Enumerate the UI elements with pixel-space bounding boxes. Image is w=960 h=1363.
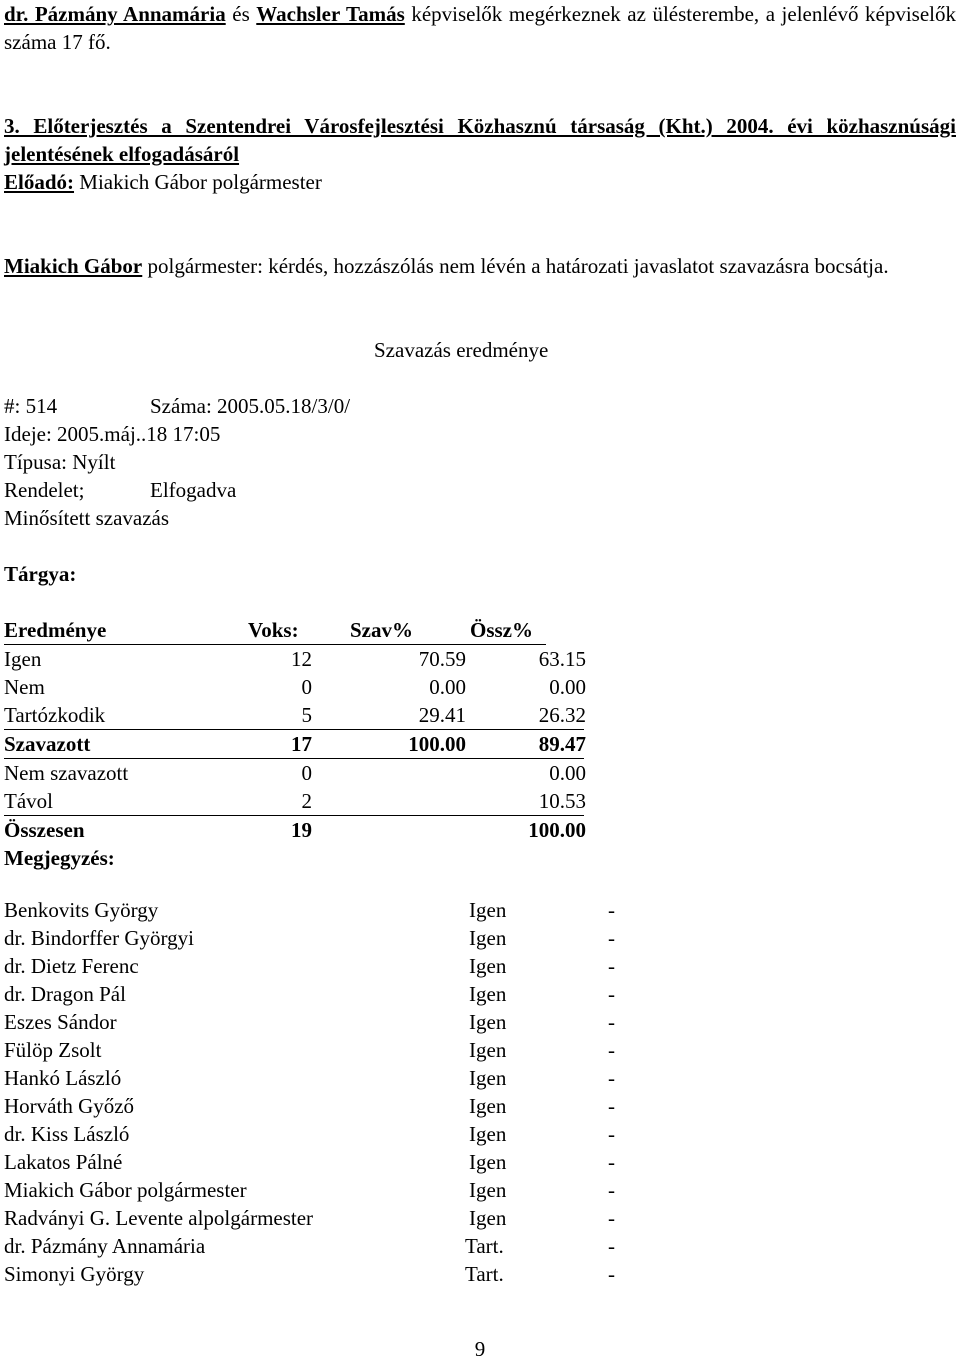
results-row-voks: 2: [301, 789, 312, 813]
results-row-ossz: 63.15: [538, 647, 586, 671]
voter-row: [4, 1120, 644, 1148]
voter-row: [4, 1260, 644, 1288]
voter-name: Lakatos Pálné: [4, 1150, 123, 1174]
voter-name: Benkovits György: [4, 898, 159, 922]
results-row-voks: 0: [301, 675, 312, 699]
voter-name: dr. Bindorffer Györgyi: [4, 926, 194, 950]
voter-vote: Igen: [469, 898, 507, 922]
results-row-szav: 0.00: [429, 675, 466, 699]
results-row-label: Távol: [4, 789, 53, 813]
voter-name: dr. Dietz Ferenc: [4, 954, 139, 978]
intro-name-2: Wachsler Tamás: [256, 2, 405, 26]
results-row: [4, 759, 584, 787]
voter-mark: -: [608, 1010, 615, 1034]
results-body: [4, 645, 604, 872]
results-row-voks: 0: [301, 761, 312, 785]
voter-row: [4, 1148, 644, 1176]
results-row-ossz: 89.47: [538, 732, 586, 756]
vote-type-row: [4, 448, 604, 476]
subject-label: Tárgya:: [4, 562, 77, 586]
voter-mark: -: [608, 898, 615, 922]
results-row-label: Nem: [4, 675, 45, 699]
voter-row: [4, 1176, 644, 1204]
voter-row: [4, 980, 644, 1008]
voter-row: [4, 1092, 644, 1120]
voter-vote: Tart.: [465, 1234, 504, 1258]
results-header-row: [4, 616, 546, 645]
voter-name: dr. Pázmány Annamária: [4, 1234, 206, 1258]
vote-id: #: 514: [4, 394, 58, 418]
intro-paragraph: [4, 0, 956, 56]
results-row: [4, 730, 584, 759]
voter-row: [4, 1036, 644, 1064]
voter-mark: -: [608, 1206, 615, 1230]
voter-row: [4, 1204, 644, 1232]
results-row-label: Tartózkodik: [4, 703, 106, 727]
results-header-label: Eredménye: [4, 618, 107, 642]
speech-paragraph: [4, 252, 956, 280]
voter-vote: Igen: [469, 982, 507, 1006]
voter-vote: Igen: [469, 1122, 507, 1146]
intro-rest: képviselők megérkeznek az ülésterembe, a jelenlévő képviselők száma 17 fő.: [4, 2, 957, 54]
voter-name: dr. Dragon Pál: [4, 982, 126, 1006]
voter-row: [4, 924, 644, 952]
voter-mark: -: [608, 1122, 615, 1146]
results-row-szav: 100.00: [408, 732, 466, 756]
results-row: [4, 816, 584, 844]
vote-kind-row: [4, 476, 604, 504]
results-header-voks: Voks:: [248, 618, 299, 642]
voter-mark: -: [608, 1178, 615, 1202]
voter-vote: Igen: [469, 1178, 507, 1202]
results-header-ossz: Össz%: [470, 618, 533, 642]
voter-vote: Igen: [469, 1150, 507, 1174]
voter-mark: -: [608, 1234, 615, 1258]
voter-vote: Igen: [469, 1038, 507, 1062]
vote-kind: Rendelet;: [4, 478, 85, 502]
speaker-name: Miakich Gábor: [4, 254, 143, 278]
results-row-voks: 12: [291, 647, 312, 671]
voter-row: [4, 896, 644, 924]
presenter-name: Miakich Gábor polgármester: [79, 170, 322, 194]
voter-name: Simonyi György: [4, 1262, 145, 1286]
results-row-szav: 29.41: [418, 703, 466, 727]
results-table: [4, 616, 604, 872]
voter-name: dr. Kiss László: [4, 1122, 130, 1146]
results-row-ossz: 0.00: [549, 761, 586, 785]
results-row: [4, 645, 584, 673]
results-row-ossz: 26.32: [538, 703, 586, 727]
voter-vote: Igen: [469, 1066, 507, 1090]
results-row: [4, 787, 584, 816]
results-row-voks: 17: [291, 732, 312, 756]
voter-mark: -: [608, 954, 615, 978]
results-row-label: Nem szavazott: [4, 761, 129, 785]
note-label: Megjegyzés:: [4, 846, 115, 870]
voter-mark: -: [608, 982, 615, 1006]
vote-status: Elfogadva: [150, 478, 237, 502]
voter-mark: -: [608, 1094, 615, 1118]
voter-vote: Igen: [469, 1094, 507, 1118]
results-row-ossz: 0.00: [549, 675, 586, 699]
voter-name: Hankó László: [4, 1066, 122, 1090]
results-row-voks: 19: [291, 818, 312, 842]
page-number: 9: [474, 1337, 486, 1361]
note-label-row: [4, 844, 604, 872]
voter-row: [4, 1008, 644, 1036]
speech-text: polgármester: kérdés, hozzászólás nem lévén a határozati javaslatot szavazásra bocsátja.: [147, 254, 889, 278]
vote-type: Típusa: Nyílt: [4, 450, 116, 474]
results-row-ossz: 10.53: [538, 789, 586, 813]
voter-mark: -: [608, 1066, 615, 1090]
vote-date: Ideje: 2005.máj..18 17:05: [4, 422, 221, 446]
presenter-line: [4, 168, 322, 196]
intro-conjunction: és: [232, 2, 250, 26]
agenda-item-title: 3. Előterjesztés a Szentendrei Városfejlesztési Közhasznú társaság (Kht.) 2004. évi közhasznúsági jelentésének elfogadásáról: [4, 114, 956, 166]
voter-mark: -: [608, 926, 615, 950]
results-row-voks: 5: [301, 703, 312, 727]
vote-id-row: [4, 392, 604, 420]
vote-number: Száma: 2005.05.18/3/0/: [150, 394, 351, 418]
voter-name: Horváth Győző: [4, 1094, 135, 1118]
voter-vote: Igen: [469, 1010, 507, 1034]
voter-vote: Tart.: [465, 1262, 504, 1286]
voter-name: Radványi G. Levente alpolgármester: [4, 1206, 314, 1230]
results-row-szav: 70.59: [418, 647, 466, 671]
voter-list: [4, 896, 644, 1288]
results-row-label: Összesen: [4, 818, 85, 842]
voter-row: [4, 952, 644, 980]
results-row: [4, 673, 584, 701]
voter-vote: Igen: [469, 954, 507, 978]
voter-vote: Igen: [469, 1206, 507, 1230]
voter-row: [4, 1064, 644, 1092]
intro-name-1: dr. Pázmány Annamária: [4, 2, 226, 26]
voter-name: Fülöp Zsolt: [4, 1038, 102, 1062]
results-row-ossz: 100.00: [528, 818, 586, 842]
voter-vote: Igen: [469, 926, 507, 950]
voter-name: Eszes Sándor: [4, 1010, 117, 1034]
results-row: [4, 701, 584, 730]
voter-name: Miakich Gábor polgármester: [4, 1178, 247, 1202]
presenter-label: Előadó:: [4, 170, 75, 194]
results-row-label: Igen: [4, 647, 42, 671]
voter-mark: -: [608, 1262, 615, 1286]
vote-heading: Szavazás eredménye: [374, 338, 549, 362]
vote-qualified: Minősített szavazás: [4, 506, 170, 530]
results-header-szav: Szav%: [350, 618, 413, 642]
vote-qualified-row: [4, 504, 604, 532]
results-row-label: Szavazott: [4, 732, 91, 756]
voter-mark: -: [608, 1038, 615, 1062]
voter-row: [4, 1232, 644, 1260]
vote-date-row: [4, 420, 604, 448]
vote-meta: [4, 392, 604, 532]
voter-mark: -: [608, 1150, 615, 1174]
